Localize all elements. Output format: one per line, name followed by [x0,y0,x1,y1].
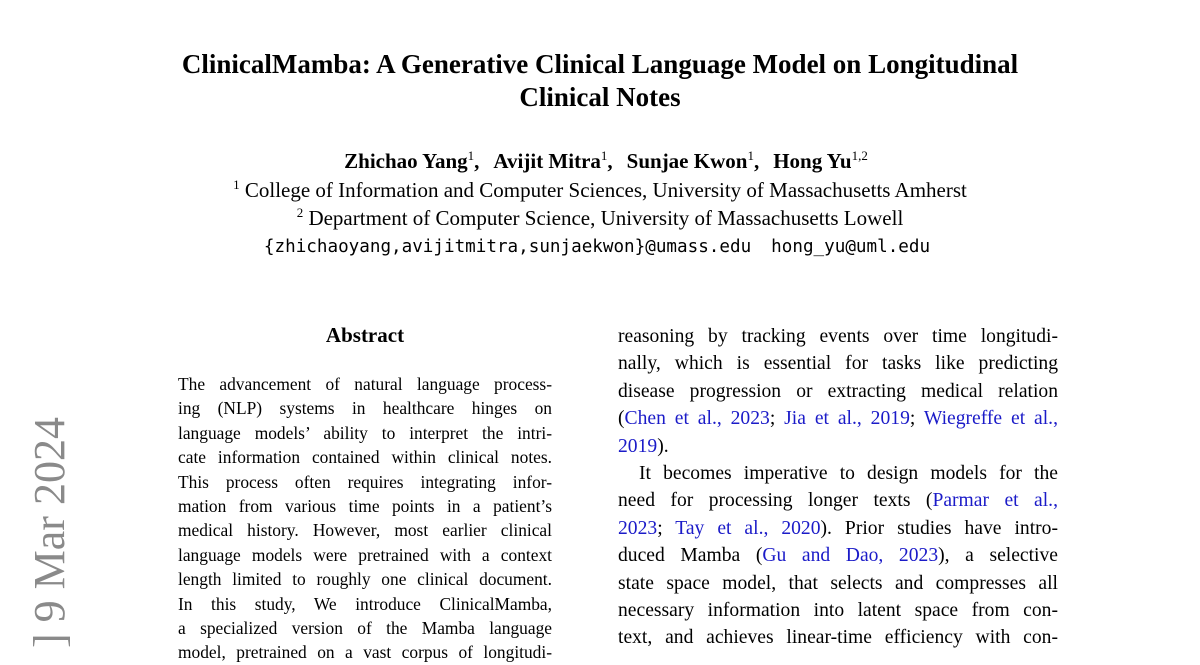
affiliation-2 [0,205,1200,231]
email-uml: hong_yu@uml.edu [771,237,931,257]
body-line [618,515,1058,542]
abstract-line: length limited to roughly one clinical document. [178,569,552,590]
author-name: Avijit Mitra [493,149,601,173]
citation-link[interactable]: Parmar et al., [932,490,1058,512]
abstract-line: The advancement of natural language process- [178,374,552,394]
affiliation-1 [0,177,1200,203]
text-fragment: ), a selective [938,545,1058,567]
body-line [618,542,1058,569]
author-list: Zhichao Yang$^1$, Avijit Mitra$^1$, Sunjae Kwon$^1$, Hong Yu$^{1,2}$ [344,148,868,173]
body-line: disease progression or extracting medical relation [618,380,1058,402]
abstract-line: In this study, We introduce ClinicalMamba, [178,593,552,614]
body-line: nally, which is essential for tasks like predicting [618,353,1058,375]
title-line-2: Clinical Notes [519,82,681,112]
citation-link[interactable]: 2019 [618,435,658,457]
abstract-line: medical history. However, most earlier clinical [178,520,552,541]
citation-link[interactable]: Gu and Dao, 2023 [762,545,939,567]
text-fragment: ( [618,408,625,430]
abstract-heading: Abstract [325,323,405,347]
body-line: reasoning by tracking events over time longitudi- [618,326,1058,347]
body-line [618,487,1058,514]
author-affiliation-mark: 1,2 [851,148,868,163]
affiliation-mark: 2 [296,205,304,220]
body-line: text, and achieves linear-time efficiency with con- [618,627,1058,649]
author-affiliation-mark: 1 [747,148,754,163]
abstract-line: model, pretrained on a vast corpus of longitudi- [178,642,552,663]
body-text-right-column [618,323,1058,652]
author-emails [0,234,1194,260]
body-line: It becomes imperative to design models for the [639,463,1058,485]
body-line [618,433,1058,460]
abstract-line: mation from various time points in a patient’s [178,496,552,517]
citation-link[interactable]: 2023 [618,517,658,539]
author-name: Hong Yu [773,149,852,173]
citation-link[interactable]: Jia et al., 2019 [784,408,910,430]
abstract-line: language models’ ability to interpret the intri- [178,422,552,443]
body-line [618,405,1058,432]
affiliation-mark: 1 [233,177,240,192]
text-fragment: ). Prior studies have intro- [820,517,1058,539]
author-affiliation-mark: 1 [600,148,608,163]
affiliation-text: Department of Computer Science, University of Massachusetts Lowell [308,206,904,230]
affiliation-text: College of Information and Computer Sciences, University of Massachusetts Amherst [244,178,967,202]
author-affiliation-mark: 1 [467,148,475,163]
abstract-line: ing (NLP) systems in healthcare hinges on [178,398,552,419]
citation-link[interactable]: Wiegreffe et al., [923,408,1058,430]
abstract-line: a specialized version of the Mamba language [178,618,552,639]
text-fragment: ). [657,435,669,457]
text-fragment: need for processing longer texts ( [618,490,933,512]
abstract-text [178,372,552,665]
text-fragment: ; [769,408,785,430]
body-line: necessary information into latent space from con- [618,600,1058,622]
abstract-line: cate information contained within clinical notes. [178,447,552,468]
author-name: Zhichao Yang [344,149,468,173]
paper-title [0,48,1200,114]
title-line-1: ClinicalMamba: A Generative Clinical Language Model on Longitudinal [181,49,1019,79]
text-fragment: ; [657,517,676,539]
arxiv-stamp: ] 9 Mar 2024 [25,417,74,648]
body-line: state space model, that selects and compresses all [618,572,1058,594]
email-group-umass: {zhichaoyang,avijitmitra,sunjaekwon}@umass.edu [263,237,752,257]
text-fragment: duced Mamba ( [618,545,763,567]
citation-link[interactable]: Chen et al., 2023 [624,408,770,430]
citation-link[interactable]: Tay et al., 2020 [675,517,821,539]
abstract-line: language models were pretrained with a context [178,544,552,565]
text-fragment: ; [909,408,924,430]
abstract-line: This process often requires integrating infor- [178,471,552,492]
author-name: Sunjae Kwon [626,149,748,173]
